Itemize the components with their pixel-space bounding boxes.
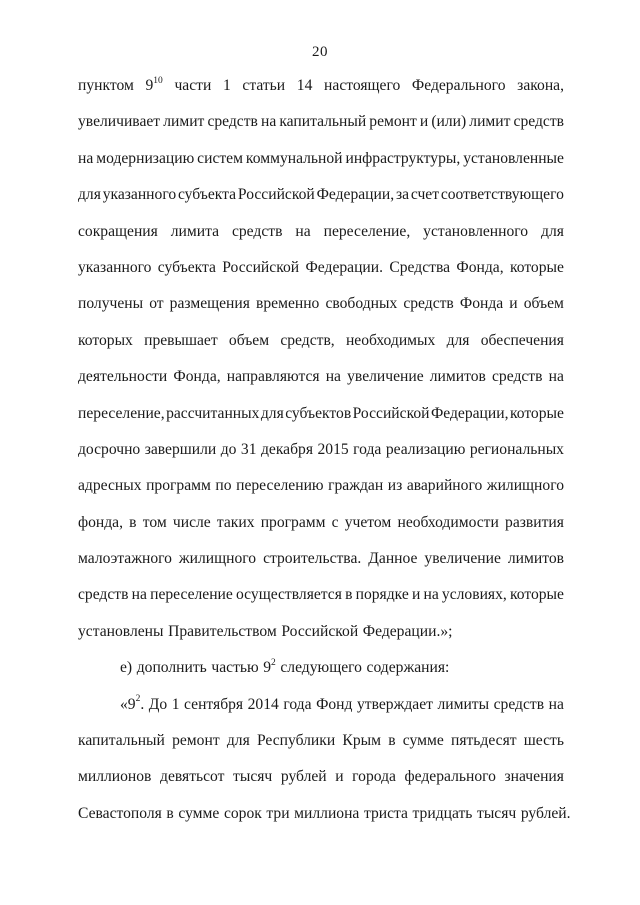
text-line	[78, 104, 564, 140]
word: города	[352, 768, 396, 786]
text-line	[78, 650, 564, 686]
word: счет	[410, 186, 440, 204]
word: субъектов	[285, 404, 352, 422]
text-line	[78, 759, 564, 795]
word: граждан	[328, 477, 384, 495]
word: по	[215, 477, 232, 495]
superscript: 2	[271, 658, 276, 669]
paragraph-p3	[78, 687, 571, 833]
word: коммунальной	[245, 149, 343, 167]
word: временно	[256, 295, 320, 313]
superscript: 2	[135, 694, 141, 705]
word: Правительством	[168, 622, 277, 640]
word: Федерации,	[430, 404, 509, 422]
text-line	[78, 468, 564, 504]
word: тридцать	[412, 804, 473, 822]
word: следующего	[280, 659, 362, 677]
word: Федерации,	[316, 186, 395, 204]
word: лимиты	[437, 695, 490, 713]
word: шесть	[523, 732, 564, 750]
text-line	[78, 796, 571, 832]
word: рублей	[280, 768, 327, 786]
word: средств	[403, 295, 454, 313]
word: частью	[211, 659, 259, 677]
text-line	[78, 250, 564, 286]
text-line	[78, 687, 564, 723]
word: указанного	[102, 186, 177, 204]
word: лимит	[469, 113, 511, 131]
word: $9^2$	[263, 658, 276, 677]
word: сумме	[178, 804, 220, 822]
word: программ	[146, 477, 211, 495]
word: необходимости	[397, 513, 499, 531]
word: Фонда,	[456, 258, 504, 276]
word: пятьдесят	[450, 732, 517, 750]
word: которые	[509, 404, 564, 422]
word: лимита	[170, 222, 220, 240]
word: тысяч	[233, 768, 273, 786]
word: лимитов	[507, 550, 564, 568]
word: установленные	[463, 149, 564, 167]
word: е)	[120, 659, 133, 677]
word: федерального	[404, 768, 496, 786]
word: ремонт	[172, 732, 220, 750]
word: на	[325, 368, 341, 386]
word: три	[266, 804, 290, 822]
word: рублей.	[520, 804, 571, 822]
word: указанного	[78, 258, 152, 276]
paragraph-p1	[78, 68, 564, 650]
word: Федерации.	[305, 258, 384, 276]
word: объем	[228, 331, 270, 349]
word: Российской	[352, 404, 430, 422]
word: на	[260, 113, 277, 131]
word: Фонда	[459, 295, 504, 313]
word: на	[548, 368, 564, 386]
word: числе	[172, 513, 211, 531]
text-line	[78, 177, 564, 213]
word: настоящего	[324, 77, 401, 94]
word: и	[411, 586, 421, 604]
word: для	[446, 331, 470, 349]
word: Данное	[368, 550, 418, 568]
word: программ	[260, 513, 326, 531]
word: и	[509, 295, 518, 313]
word: в	[166, 804, 174, 822]
word: адресных	[78, 477, 142, 495]
word: 31	[240, 440, 257, 458]
text-line	[78, 286, 564, 322]
word: свободных	[325, 295, 398, 313]
word: для	[226, 732, 250, 750]
word: обеспечения	[480, 331, 564, 349]
word: Российской	[222, 258, 300, 276]
word: миллиона	[294, 804, 360, 822]
word: завершили	[144, 440, 217, 458]
page-number: 20	[312, 44, 328, 60]
text-line	[78, 505, 564, 541]
word: субъекта	[177, 186, 237, 204]
text-line	[78, 68, 564, 104]
word: средств	[78, 586, 129, 604]
word: дополнить	[136, 659, 207, 677]
word: статьи	[242, 77, 286, 94]
word: пунктом	[78, 77, 134, 94]
text-line	[78, 323, 564, 359]
text-line	[78, 141, 564, 177]
word: 2015	[317, 440, 349, 458]
word: средств,	[280, 331, 335, 349]
word: Российской	[281, 622, 359, 640]
word: «$9^2$.	[120, 694, 145, 713]
word: установленного	[423, 222, 529, 240]
word: для	[78, 186, 101, 204]
word: соответствующего	[440, 186, 564, 204]
word: на	[423, 586, 439, 604]
word: переселению	[236, 477, 324, 495]
word: получены	[78, 295, 144, 313]
word: Фонда,	[173, 368, 221, 386]
word: лимитов	[429, 368, 486, 386]
word: модернизацию	[96, 149, 195, 167]
word: осуществляется	[236, 586, 342, 604]
word: которых	[78, 331, 133, 349]
word: средств	[513, 113, 564, 131]
word: на	[131, 586, 147, 604]
word: увеличение	[347, 368, 424, 386]
word: фонда,	[78, 513, 123, 531]
word: реализацию	[385, 440, 466, 458]
word: инфраструктуры,	[345, 149, 461, 167]
word: лимит	[163, 113, 205, 131]
word: для	[260, 404, 284, 422]
word: года	[283, 695, 312, 713]
word: в	[129, 513, 137, 531]
word: значения	[504, 768, 564, 786]
word: (или)	[431, 113, 467, 131]
word: 14	[296, 77, 313, 94]
word: сокращения	[78, 222, 158, 240]
word: том	[142, 513, 167, 531]
word: региональных	[469, 440, 564, 458]
text-line	[78, 541, 564, 577]
word: деятельности	[78, 368, 168, 386]
word: малоэтажного	[78, 550, 172, 568]
word: увеличивает	[78, 113, 161, 131]
word: в	[345, 586, 353, 604]
word: До	[148, 695, 168, 713]
text-line	[78, 723, 564, 759]
text-line	[78, 214, 564, 250]
document-body	[78, 68, 571, 832]
word: необходимых	[345, 331, 436, 349]
word: содержания:	[366, 659, 450, 677]
word: условиях,	[441, 586, 507, 604]
word: переселение	[150, 586, 233, 604]
word: Средства	[389, 258, 451, 276]
word: сорок	[223, 804, 262, 822]
paragraph-p2	[78, 650, 564, 686]
word: Федерального	[411, 77, 506, 94]
text-line	[78, 432, 564, 468]
word: $9^{10}$	[145, 75, 163, 94]
word: миллионов	[78, 768, 152, 786]
word: от	[149, 295, 164, 313]
word: превышает	[144, 331, 218, 349]
word: и	[335, 768, 344, 786]
word: сумме	[402, 732, 444, 750]
word: объем	[523, 295, 564, 313]
word: рассчитанных	[166, 404, 260, 422]
word: средств	[207, 113, 258, 131]
word: направляются	[226, 368, 320, 386]
word: капитальный	[279, 113, 367, 131]
word: аварийного	[406, 477, 483, 495]
word: до	[220, 440, 237, 458]
word: размещения	[169, 295, 250, 313]
word: средств	[231, 222, 283, 240]
word: учетом	[344, 513, 392, 531]
word: декабря	[260, 440, 314, 458]
word: Крым	[342, 732, 381, 750]
word: из	[387, 477, 403, 495]
word: за	[395, 186, 410, 204]
word: 2014	[247, 695, 279, 713]
word: жилищного	[486, 477, 564, 495]
word: средств	[493, 695, 545, 713]
word: сентября	[184, 695, 244, 713]
word: установлены	[78, 622, 164, 640]
text-line	[78, 359, 564, 395]
superscript: 10	[153, 75, 163, 86]
word: на	[548, 695, 564, 713]
word: переселение,	[78, 404, 165, 422]
word: в	[388, 732, 396, 750]
word: 1	[222, 77, 231, 94]
word: закона,	[517, 77, 564, 94]
word: года	[353, 440, 382, 458]
word: порядке	[355, 586, 409, 604]
word: тысяч	[477, 804, 517, 822]
text-line	[78, 614, 564, 650]
word: субъекта	[157, 258, 216, 276]
word: ремонт	[369, 113, 417, 131]
word: девятьсот	[160, 768, 225, 786]
word: для	[541, 222, 564, 240]
word: Российской	[237, 186, 315, 204]
word: части	[174, 77, 212, 94]
word: строительства.	[263, 550, 362, 568]
word: которые	[509, 258, 564, 276]
word: досрочно	[78, 440, 141, 458]
word: систем	[197, 149, 243, 167]
word: таких	[216, 513, 255, 531]
word: средств	[492, 368, 543, 386]
word: с	[331, 513, 339, 531]
word: на	[295, 222, 311, 240]
word: утверждает	[356, 695, 433, 713]
word: Федерации.»;	[362, 622, 453, 640]
word: Республики	[256, 732, 336, 750]
word: 1	[171, 695, 180, 713]
text-line	[78, 577, 564, 613]
word: жилищного	[178, 550, 257, 568]
word: капитальный	[78, 732, 165, 750]
text-line	[78, 396, 564, 432]
word: развития	[505, 513, 564, 531]
word: Фонд	[316, 695, 353, 713]
word: увеличение	[424, 550, 501, 568]
word: переселение,	[323, 222, 411, 240]
word: и	[419, 113, 429, 131]
word: Севастополя	[78, 804, 162, 822]
word: на	[78, 149, 94, 167]
word: которые	[509, 586, 564, 604]
word: триста	[363, 804, 408, 822]
